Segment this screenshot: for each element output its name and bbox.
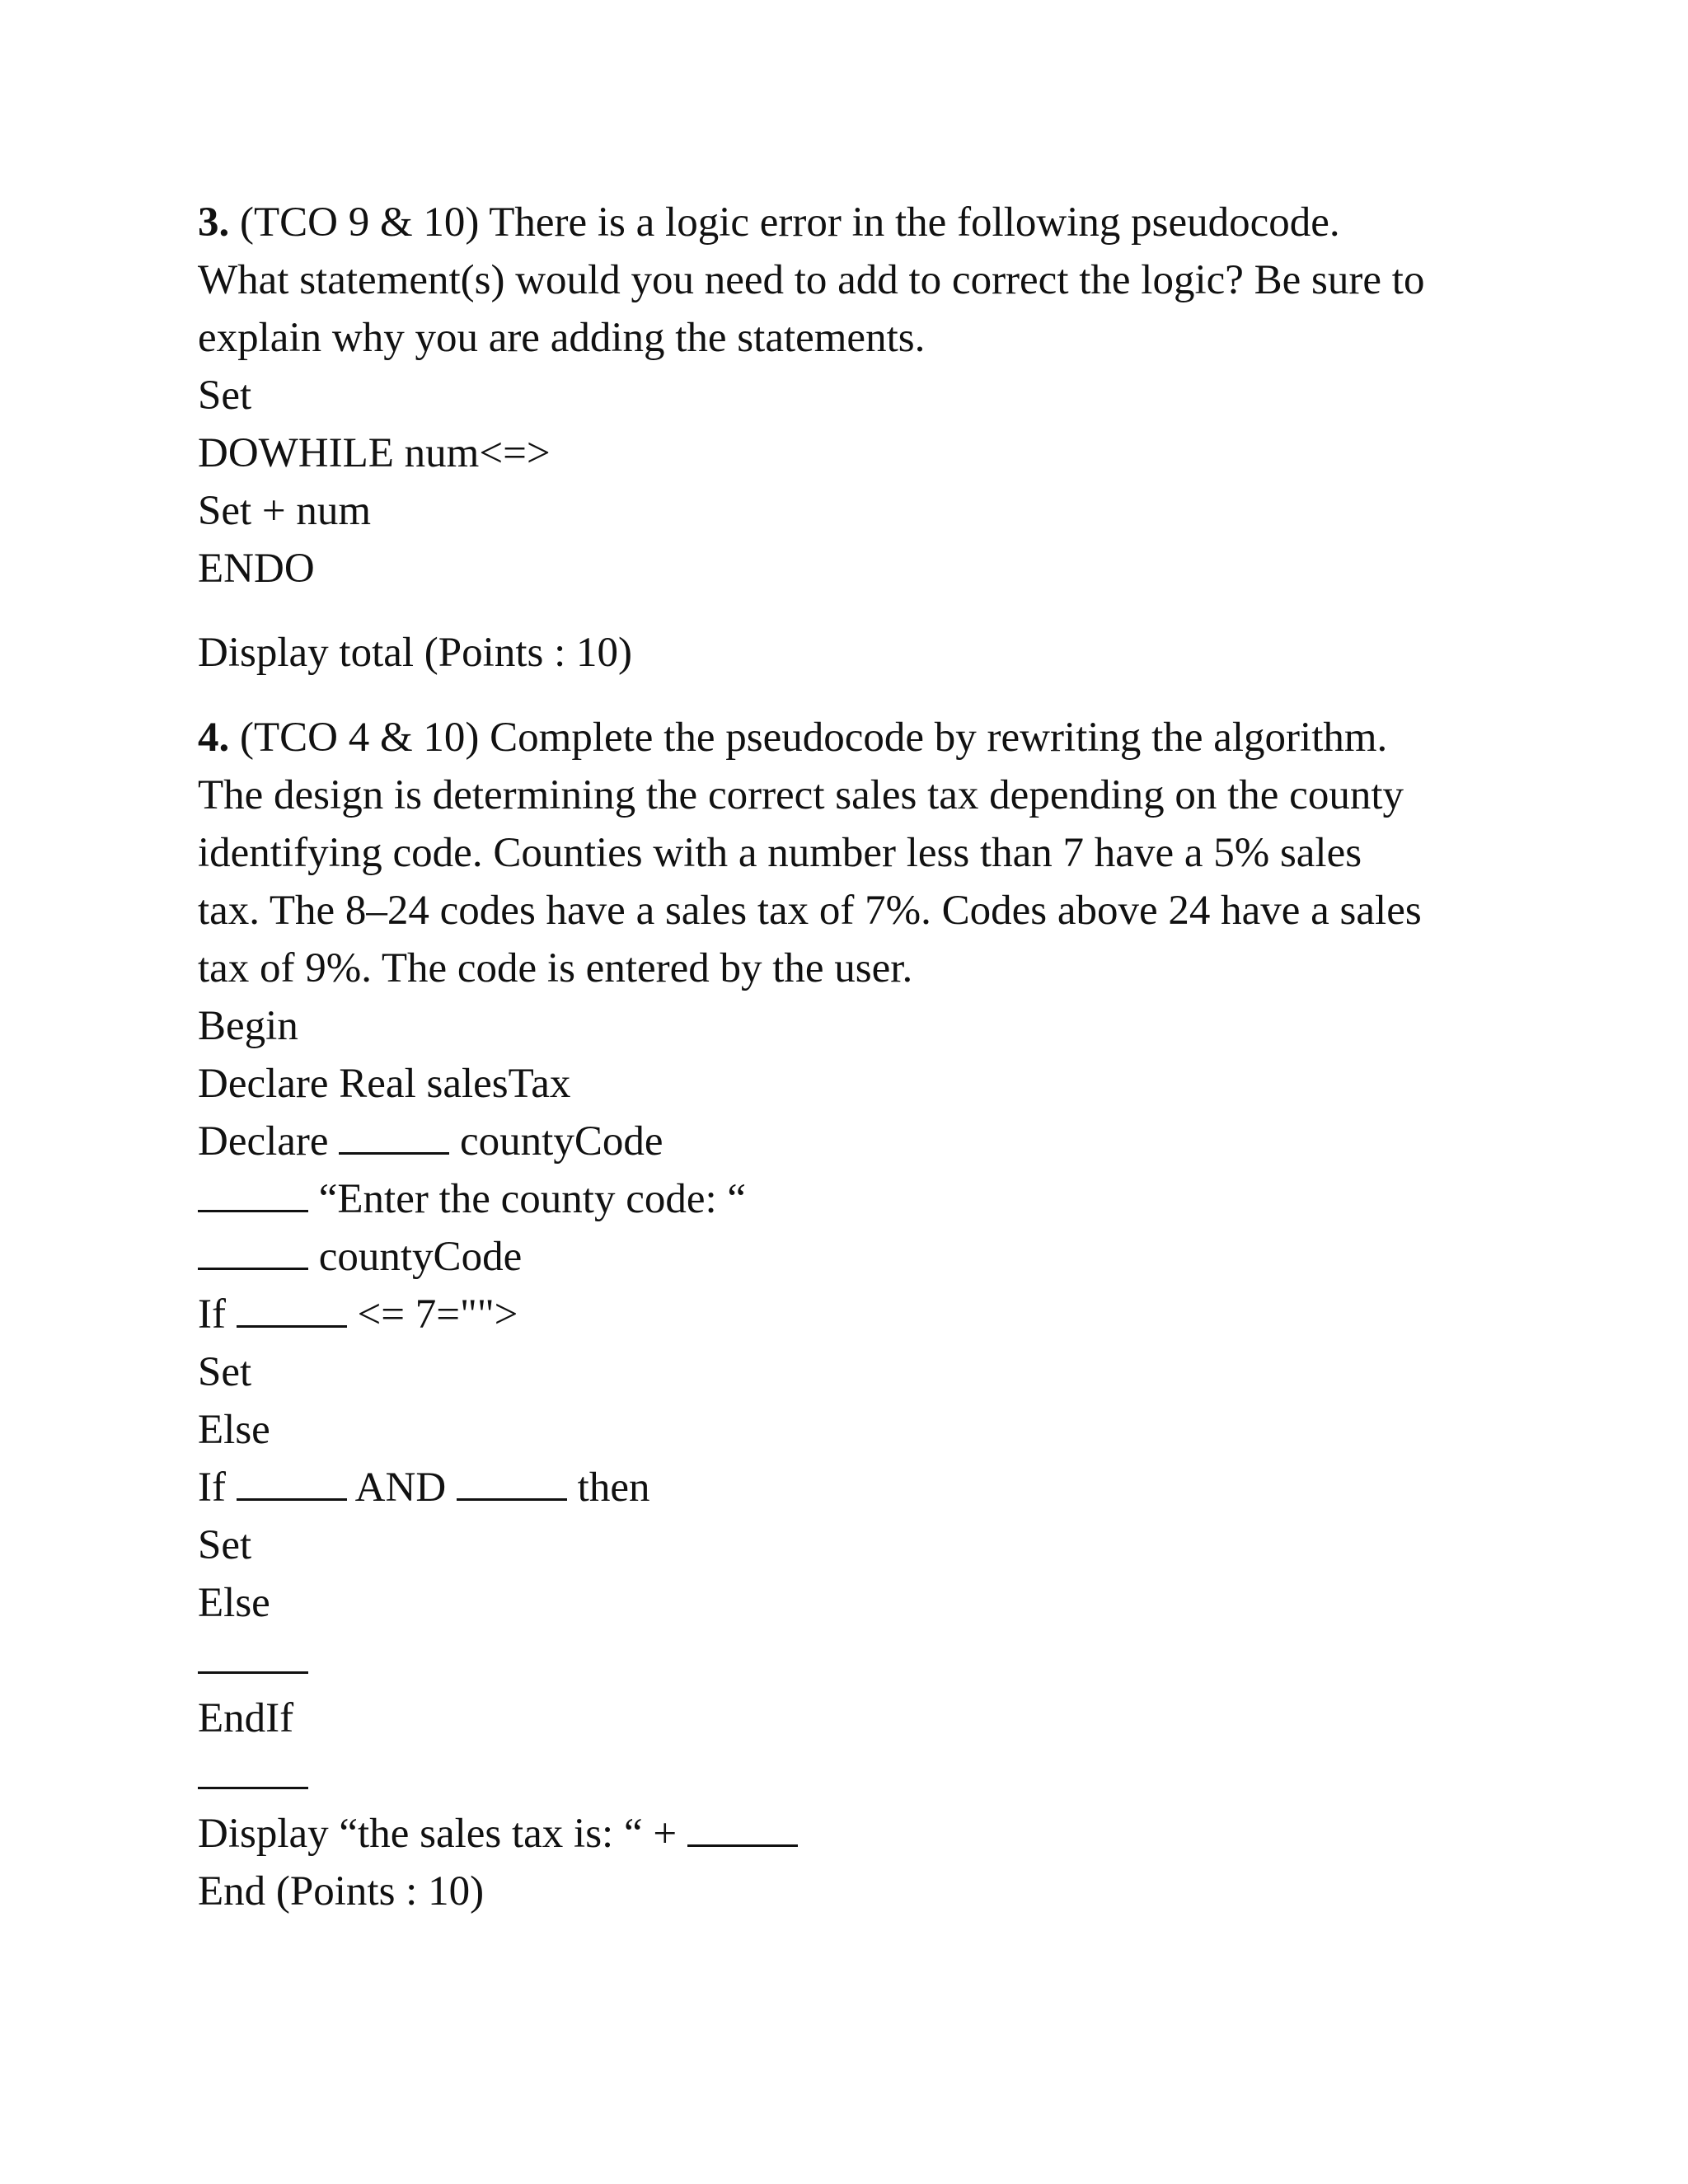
q4-code-declare-countycode: Declare countyCode: [198, 1118, 663, 1165]
q3-code-set: Set: [198, 373, 252, 419]
fill-in-blank: [237, 1465, 347, 1501]
q4-code-begin: Begin: [198, 1003, 298, 1049]
q4-prompt-line-1: 4. (TCO 4 & 10) Complete the pseudocode by rewriting the algorithm.: [198, 715, 1388, 761]
fill-in-blank: [687, 1811, 798, 1847]
q4-code-if-1: If <= 7="">: [198, 1291, 518, 1338]
q4-code-prompt: “Enter the county code: “: [198, 1174, 746, 1224]
q4-code-set-2: Set: [198, 1522, 252, 1568]
q3-code-dowhile: DOWHILE num<=>: [198, 430, 551, 476]
q3-prompt-line-3: explain why you are adding the statements.: [198, 315, 926, 361]
fill-in-blank: [198, 1235, 308, 1270]
q4-code-blank-line-2: [198, 1751, 308, 1801]
q4-code-endif: EndIf: [198, 1695, 294, 1741]
q4-code-if-2: If AND then: [198, 1465, 650, 1511]
q4-code-else-2: Else: [198, 1580, 270, 1626]
q4-code-display: Display “the sales tax is: “ +: [198, 1809, 798, 1858]
q4-code-blank-line-1: [198, 1636, 308, 1685]
fill-in-blank: [198, 1638, 308, 1674]
fill-in-blank: [339, 1119, 449, 1155]
q4-code-end: End (Points : 10): [198, 1868, 485, 1915]
q4-prompt-line-4: tax. The 8–24 codes have a sales tax of 7%. Codes above 24 have a sales: [198, 888, 1422, 934]
q3-code-set-num: Set + num: [198, 488, 372, 534]
fill-in-blank: [457, 1465, 567, 1501]
q4-code-else-1: Else: [198, 1407, 270, 1453]
q4-prompt-line-5: tax of 9%. The code is entered by the user.: [198, 945, 913, 991]
q4-code-set-1: Set: [198, 1349, 252, 1395]
fill-in-blank: [198, 1177, 308, 1212]
fill-in-blank: [237, 1292, 347, 1328]
fill-in-blank: [198, 1754, 308, 1789]
q4-number: 4.: [198, 715, 230, 761]
q4-prompt-line-3: identifying code. Counties with a number less than 7 have a 5% sales: [198, 830, 1362, 876]
q3-number: 3.: [198, 199, 230, 246]
q3-code-endo: ENDO: [198, 546, 315, 592]
q4-code-input: countyCode: [198, 1232, 522, 1282]
q3-prompt-line-2: What statement(s) would you need to add to correct the logic? Be sure to: [198, 257, 1425, 303]
q4-code-declare-real: Declare Real salesTax: [198, 1061, 571, 1107]
q3-display-total: Display total (Points : 10): [198, 630, 632, 676]
q3-prompt-line-1: 3. (TCO 9 & 10) There is a logic error in the following pseudocode.: [198, 199, 1340, 246]
q4-prompt-line-2: The design is determining the correct sales tax depending on the county: [198, 772, 1404, 818]
